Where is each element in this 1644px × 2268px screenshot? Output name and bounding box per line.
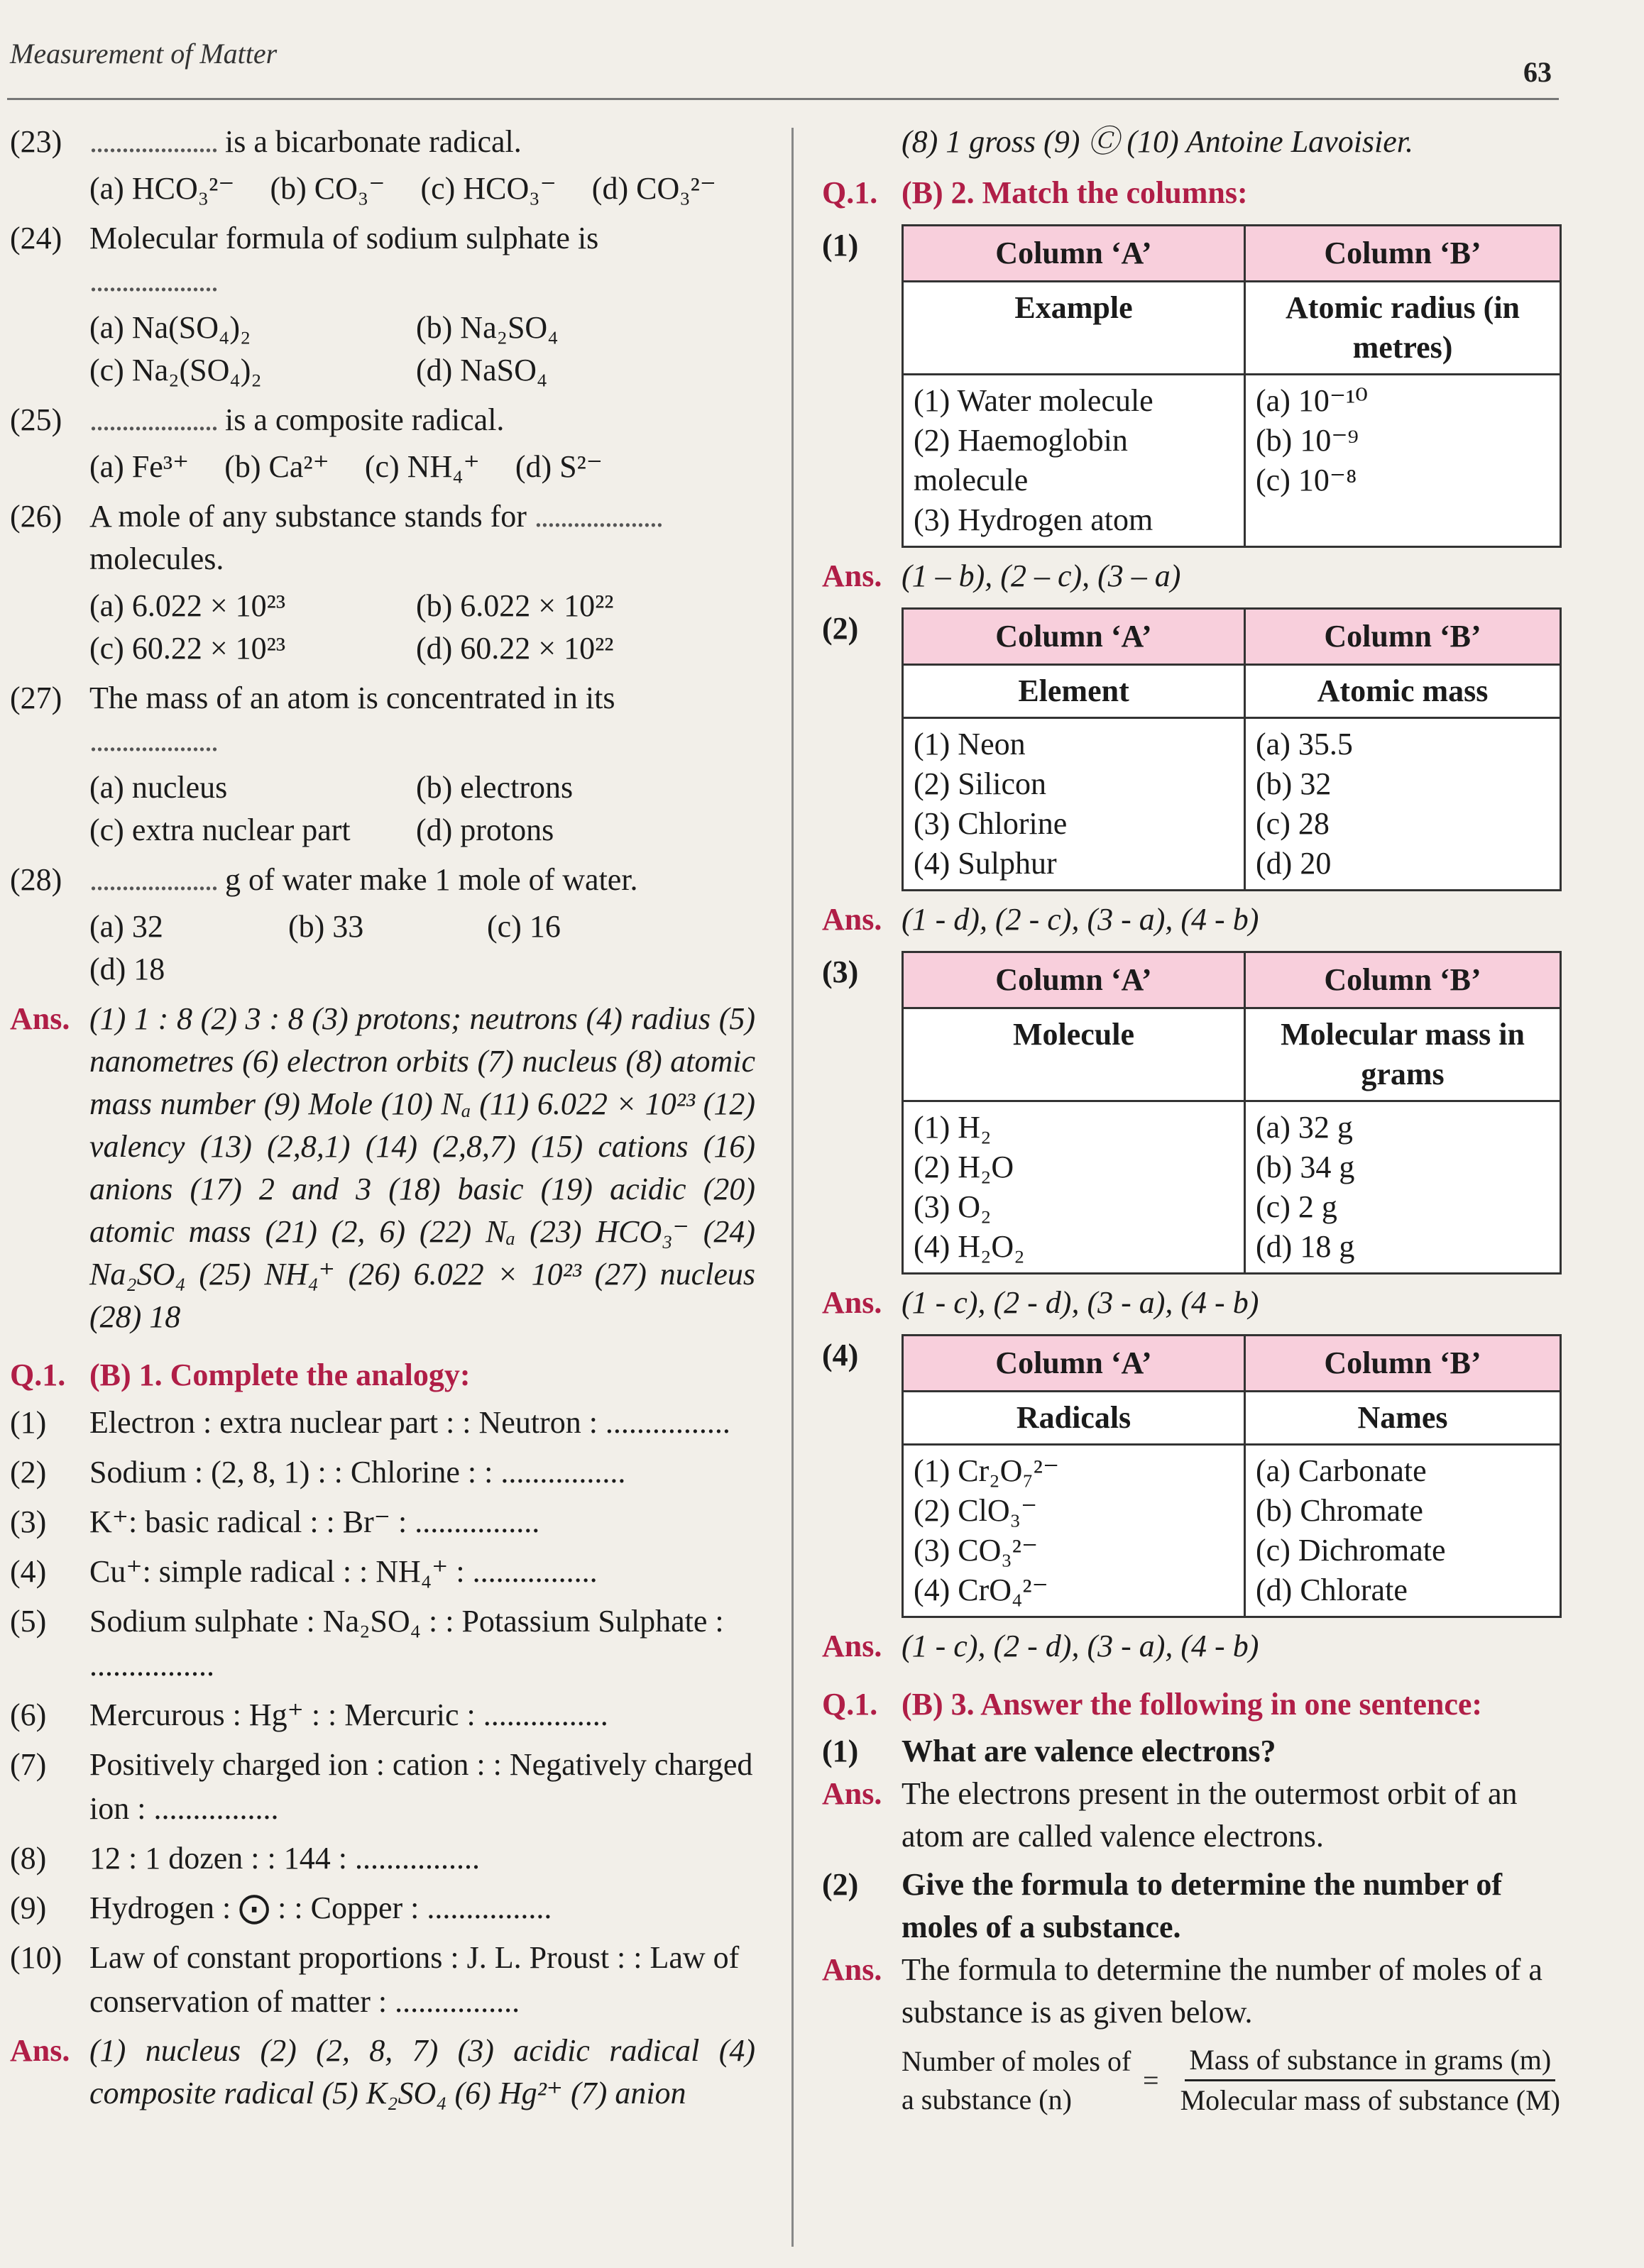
column-a-item: (2) Haemoglobin molecule — [914, 423, 1128, 497]
column-a-item: (1) Water molecule — [914, 383, 1153, 418]
column-a-item: (1) H₂ — [914, 1110, 992, 1145]
question-valence: (1) What are valence electrons? — [822, 1734, 1276, 1768]
column-b-item: (a) 10⁻¹⁰ — [1256, 383, 1368, 418]
option: (a) 32 — [89, 909, 163, 944]
column-b-item: (b) 34 g — [1256, 1150, 1355, 1184]
options-26 — [10, 585, 755, 670]
table-number: (3) — [822, 954, 859, 989]
section-title-one-sentence: Q.1. (B) 3. Answer the following in one sentence: — [822, 1687, 1483, 1722]
match-table — [902, 607, 1562, 891]
right-column — [822, 121, 1574, 2120]
column-b-cell — [1245, 718, 1561, 891]
answer-continuation: (8) 1 gross (9) Ⓒ (10) Antoine Lavoisier. — [902, 124, 1414, 159]
analogy-item: (4) Cu⁺: simple radical : : NH₄⁺ : ................ — [10, 1554, 598, 1589]
options-23 — [10, 167, 755, 210]
column-b-item: (c) 28 — [1256, 806, 1330, 841]
option: (a) nucleus — [89, 770, 228, 805]
options-24 — [10, 307, 755, 392]
option: (a) Na(SO₄)₂ — [89, 310, 251, 345]
column-b-item: (a) Carbonate — [1256, 1453, 1427, 1488]
answer-block-analogy: Ans. (1) nucleus (2) (2, 8, 7) (3) acidic radical (4) composite radical (5) K₂SO₄ (6) Hg²⁺ (7) anion — [10, 2033, 755, 2110]
question-moles: (2) Give the formula to determine the number of moles of a substance. — [822, 1867, 1503, 1944]
question-27: (27) The mass of an atom is concentrated in its .................... — [10, 681, 615, 758]
column-a-item: (3) CO₃²⁻ — [914, 1533, 1039, 1568]
column-a-item: (3) O₂ — [914, 1189, 992, 1224]
match-table — [902, 1334, 1562, 1618]
option: (c) extra nuclear part — [89, 813, 351, 847]
analogy-item: (8) 12 : 1 dozen : : 144 : ................ — [10, 1841, 480, 1876]
column-a-item: (1) Cr₂O₇²⁻ — [914, 1453, 1060, 1488]
table-number: (2) — [822, 611, 859, 646]
column-a-cell — [903, 718, 1245, 891]
column-b-cell — [1245, 1445, 1561, 1617]
analogy-list — [10, 1401, 755, 2024]
analogy-item: (7) Positively charged ion : cation : : Negatively charged ion : ................ — [10, 1747, 753, 1826]
formula-numerator: Mass of substance in grams (m) — [1185, 2041, 1555, 2081]
column-a-subheader: Example — [903, 282, 1245, 375]
option: (a) HCO₃²⁻ — [89, 171, 235, 206]
match-answer — [822, 1282, 1574, 1324]
column-b-header: Column ‘B’ — [1245, 952, 1561, 1008]
column-b-cell — [1245, 375, 1561, 547]
column-a-header: Column ‘A’ — [903, 952, 1245, 1008]
option: (d) CO₃²⁻ — [591, 171, 716, 206]
column-b-item: (b) Chromate — [1256, 1493, 1423, 1528]
option: (a) Fe³⁺ — [89, 449, 190, 484]
section-title-analogy: Q.1. (B) 1. Complete the analogy: — [10, 1358, 471, 1392]
column-b-item: (c) 2 g — [1256, 1189, 1337, 1224]
column-b-header: Column ‘B’ — [1245, 1336, 1561, 1392]
answer-valence: Ans. The electrons present in the outermost orbit of an atom are called valence electrons. — [822, 1776, 1518, 1854]
question-24: (24) Molecular formula of sodium sulphate is .................... — [10, 221, 599, 298]
match-table — [902, 224, 1562, 548]
running-title: Measurement of Matter — [10, 38, 278, 70]
column-a-item: (1) Neon — [914, 727, 1026, 761]
match-tables — [822, 224, 1574, 1668]
question-25: (25) .................... is a composite radical. — [10, 402, 505, 437]
answer-label: Ans. — [822, 902, 882, 937]
option: (c) 16 — [487, 909, 561, 944]
match-answer — [822, 898, 1574, 941]
answer-block-mcq: Ans. (1) 1 : 8 (2) 3 : 8 (3) protons; neutrons (4) radius (5) nanometres (6) electron orbits (7) nucleus (8) atomic mass number (9) Mole (10) Nₐ (11) 6.022 × 10²³ (12) valency (13) (2,8,1) (14) (2,8,7) (15) cations (16) anions (17) 2 and 3 (18) basic (19) acidic (20) atomic mass (21) (2, 6) (22) Nₐ (23) HCO₃⁻ (24) Na₂SO₄ (25) NH₄⁺ (26) 6.022 × 10²³ (27) nucleus (28) 18 — [10, 1001, 755, 1334]
option: (c) NH₄⁺ — [364, 449, 480, 484]
column-a-item: (2) Silicon — [914, 766, 1046, 801]
match-table-block — [822, 951, 1574, 1275]
match-answer — [822, 1625, 1574, 1668]
answer-label: Ans. — [822, 1629, 882, 1663]
match-table-block — [822, 607, 1574, 891]
column-b-item: (c) Dichromate — [1256, 1533, 1446, 1568]
column-b-item: (c) 10⁻⁸ — [1256, 463, 1357, 497]
match-table-block — [822, 224, 1574, 548]
analogy-item: (3) K⁺: basic radical : : Br⁻ : ................ — [10, 1504, 540, 1539]
option: (c) Na₂(SO₄)₂ — [89, 353, 262, 387]
column-b-item: (d) 18 g — [1256, 1229, 1355, 1264]
option: (d) 60.22 × 10²² — [416, 631, 614, 666]
column-b-item: (d) Chlorate — [1256, 1573, 1408, 1607]
column-a-item: (2) ClO₃⁻ — [914, 1493, 1038, 1528]
column-b-item: (b) 32 — [1256, 766, 1332, 801]
option: (d) 18 — [89, 952, 165, 986]
option: (b) Na₂SO₄ — [416, 310, 559, 345]
options-25 — [10, 446, 755, 488]
match-table-block — [822, 1334, 1574, 1618]
column-b-subheader: Names — [1245, 1392, 1561, 1445]
column-b-header: Column ‘B’ — [1245, 609, 1561, 665]
options-27 — [10, 766, 755, 852]
column-a-subheader: Molecule — [903, 1008, 1245, 1101]
table-number: (4) — [822, 1338, 859, 1372]
analogy-item: (6) Mercurous : Hg⁺ : : Mercuric : ................ — [10, 1697, 608, 1732]
column-a-item: (4) H₂O₂ — [914, 1229, 1025, 1264]
analogy-item: (10) Law of constant proportions : J. L. Proust : : Law of conservation of matter : ................ — [10, 1940, 740, 2019]
option: (b) 6.022 × 10²² — [416, 588, 614, 623]
analogy-item: (2) Sodium : (2, 8, 1) : : Chlorine : : ................ — [10, 1455, 626, 1490]
option: (c) 60.22 × 10²³ — [89, 631, 286, 666]
answer-text: (1 – b), (2 – c), (3 – a) — [902, 558, 1181, 593]
column-b-item: (d) 20 — [1256, 846, 1332, 881]
question-28: (28) .................... g of water make 1 mole of water. — [10, 862, 638, 897]
column-a-subheader: Radicals — [903, 1392, 1245, 1445]
table-number: (1) — [822, 228, 859, 263]
question-23: (23) .................... is a bicarbonate radical. — [10, 124, 522, 159]
column-b-item: (a) 32 g — [1256, 1110, 1353, 1145]
answer-text: (1 - c), (2 - d), (3 - a), (4 - b) — [902, 1285, 1259, 1320]
formula-fraction — [1180, 2041, 1560, 2120]
option: (d) NaSO₄ — [416, 353, 548, 387]
column-b-item: (a) 35.5 — [1256, 727, 1353, 761]
option: (b) Ca²⁺ — [224, 449, 329, 484]
column-a-item: (3) Hydrogen atom — [914, 502, 1153, 537]
formula-lhs: Number of moles of a substance (n) — [902, 2044, 1131, 2115]
answer-label: Ans. — [822, 1285, 882, 1320]
column-a-subheader: Element — [903, 665, 1245, 718]
formula-denominator: Molecular mass of substance (M) — [1180, 2084, 1560, 2116]
column-a-item: (4) Sulphur — [914, 846, 1057, 881]
match-answer — [822, 555, 1574, 598]
option: (b) electrons — [416, 770, 574, 805]
column-b-cell — [1245, 1101, 1561, 1274]
match-table — [902, 951, 1562, 1275]
column-a-item: (3) Chlorine — [914, 806, 1068, 841]
column-a-header: Column ‘A’ — [903, 1336, 1245, 1392]
column-b-subheader: Atomic radius (in metres) — [1245, 282, 1561, 375]
header-rule — [7, 98, 1559, 100]
analogy-item: (9) Hydrogen : ⨀ : : Copper : ................ — [10, 1890, 552, 1925]
answer-moles: Ans. The formula to determine the number of moles of a substance is as given below. — [822, 1952, 1542, 2030]
column-a-item: (2) H₂O — [914, 1150, 1014, 1184]
option: (a) 6.022 × 10²³ — [89, 588, 286, 623]
mole-formula — [822, 2041, 1574, 2120]
answer-text: (1 - c), (2 - d), (3 - a), (4 - b) — [902, 1629, 1259, 1663]
option: (d) S²⁻ — [515, 449, 603, 484]
analogy-item: (1) Electron : extra nuclear part : : Neutron : ................ — [10, 1405, 730, 1440]
question-26: (26) A mole of any substance stands for .................... molecules. — [10, 499, 662, 576]
column-a-cell — [903, 1101, 1245, 1274]
option: (b) CO₃⁻ — [270, 171, 385, 206]
option: (b) 33 — [288, 909, 364, 944]
option: (d) protons — [416, 813, 554, 847]
answer-text: (1 - d), (2 - c), (3 - a), (4 - b) — [902, 902, 1259, 937]
left-column — [10, 121, 755, 2115]
page-number: 63 — [1523, 56, 1552, 88]
column-divider — [791, 128, 794, 2247]
column-b-header: Column ‘B’ — [1245, 226, 1561, 282]
option: (c) HCO₃⁻ — [420, 171, 557, 206]
column-b-subheader: Molecular mass in grams — [1245, 1008, 1561, 1101]
column-a-cell — [903, 1445, 1245, 1617]
column-a-header: Column ‘A’ — [903, 609, 1245, 665]
answer-label: Ans. — [822, 558, 882, 593]
options-28 — [10, 905, 755, 991]
column-a-item: (4) CrO₄²⁻ — [914, 1573, 1048, 1607]
column-b-subheader: Atomic mass — [1245, 665, 1561, 718]
column-a-cell — [903, 375, 1245, 547]
formula-equals: = — [1143, 2064, 1159, 2096]
column-b-item: (b) 10⁻⁹ — [1256, 423, 1359, 458]
analogy-item: (5) Sodium sulphate : Na₂SO₄ : : Potassium Sulphate : ................ — [10, 1604, 724, 1683]
column-a-header: Column ‘A’ — [903, 226, 1245, 282]
section-title-match: Q.1. (B) 2. Match the columns: — [822, 175, 1248, 210]
